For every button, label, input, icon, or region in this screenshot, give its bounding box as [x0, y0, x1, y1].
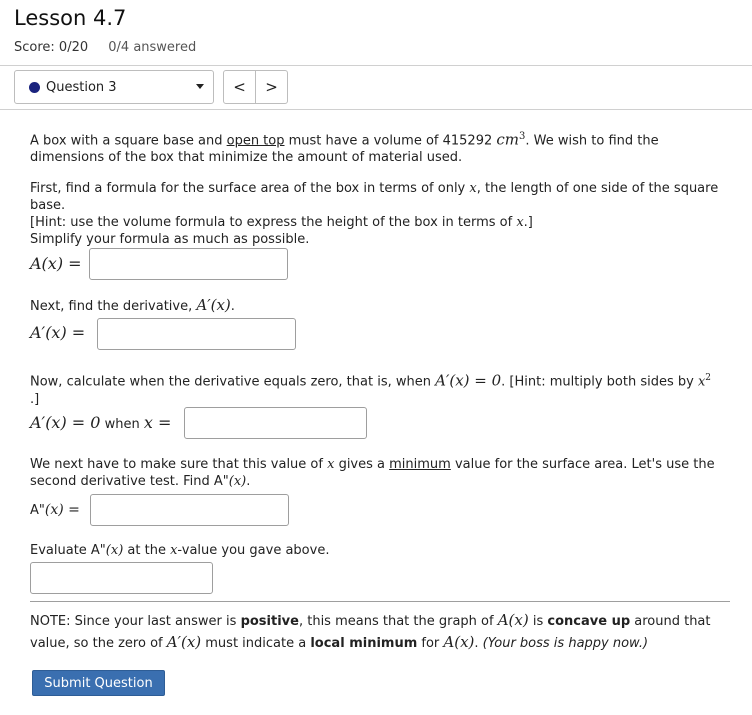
submit-question-button[interactable]: Submit Question — [32, 670, 165, 696]
question-select[interactable] — [14, 70, 214, 104]
status-dot-icon — [29, 82, 40, 93]
second-derivative-input[interactable] — [90, 494, 289, 526]
zero-label: A′(x) = 0 when x = — [30, 413, 172, 432]
derivative-instruction: Next, find the derivative, A′(x). — [30, 296, 235, 314]
evaluate-input[interactable] — [30, 562, 213, 594]
open-top-link[interactable]: open top — [226, 133, 285, 149]
divider — [0, 109, 752, 110]
chevron-left-icon: < — [233, 78, 246, 96]
second-derivative-instruction: We next have to make sure that this value of x gives a minimum value for the surface area. Let's use the second derivative test. Find A"(x). — [30, 457, 715, 489]
answered-count: 0/4 answered — [108, 40, 197, 55]
area-formula-input[interactable] — [89, 248, 288, 280]
second-derivative-label: A"(x) = — [30, 502, 80, 518]
problem-intro: A box with a square base and open top must have a volume of 415292 $cm^3$. We wish to find the dimensions of the box that minimize the amount of material used. — [30, 130, 659, 166]
note-text: NOTE: Since your last answer is positive, this means that the graph of A(x) is concave up around that value, so the zero of A′(x) must indicate a local minimum for A(x). (Your boss is happy now.) — [30, 611, 711, 651]
chevron-right-icon: > — [265, 78, 278, 96]
derivative-input[interactable] — [97, 318, 296, 350]
first-instruction: First, find a formula for the surface area of the box in terms of only x, the length of one side of the square base. — [30, 181, 719, 213]
score-line — [14, 40, 196, 55]
derivative-label: A′(x) = — [30, 323, 86, 342]
prev-question-button[interactable] — [223, 70, 256, 104]
simplify-text: Simplify your formula as much as possible. — [30, 232, 310, 247]
next-question-button[interactable] — [255, 70, 288, 104]
hint-height: [Hint: use the volume formula to express the height of the box in terms of x.] — [30, 215, 533, 230]
score-text: Score: 0/20 — [14, 40, 89, 55]
question-select-label: Question 3 — [46, 79, 117, 95]
zero-instruction: Now, calculate when the derivative equals zero, that is, when A′(x) = 0. [Hint: multiply both sides by $x^2$ .] — [30, 371, 712, 408]
page-title: Lesson 4.7 — [14, 6, 127, 30]
chevron-down-icon — [196, 84, 204, 89]
divider — [0, 65, 752, 66]
area-label: A(x) = — [30, 254, 82, 273]
evaluate-instruction: Evaluate A"(x) at the x-value you gave above. — [30, 543, 330, 558]
minimum-link[interactable]: minimum — [389, 457, 451, 472]
divider — [30, 601, 730, 602]
critical-point-input[interactable] — [184, 407, 367, 439]
